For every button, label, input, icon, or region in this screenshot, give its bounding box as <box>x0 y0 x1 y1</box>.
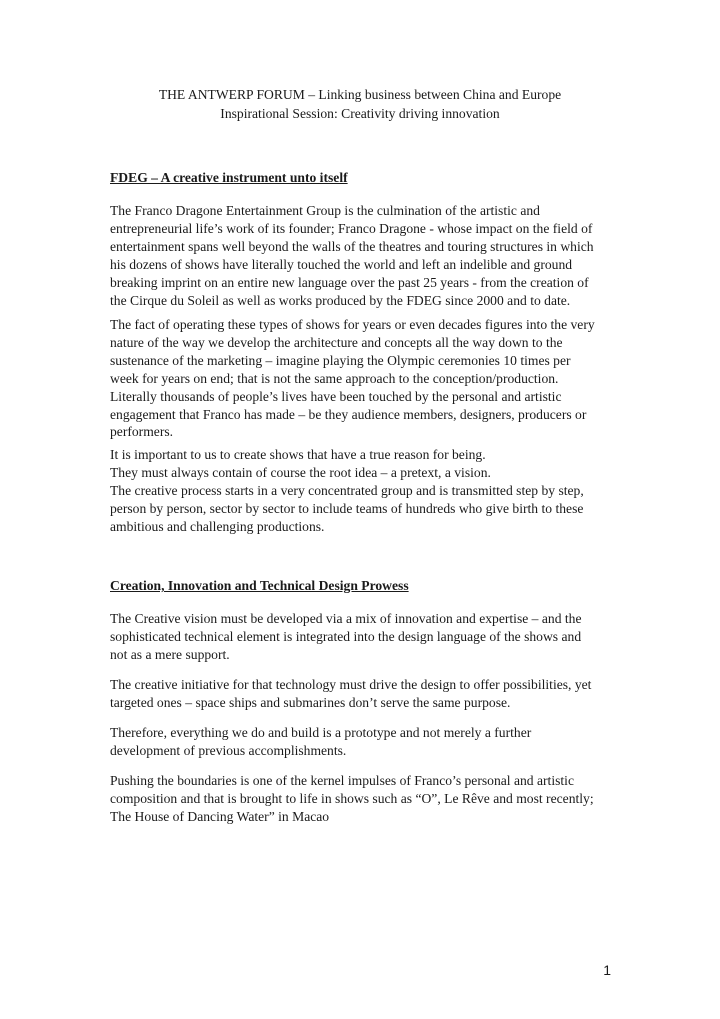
header-line-1: THE ANTWERP FORUM – Linking business between China and Europe <box>158 87 562 102</box>
text-line: The creative initiative for that technology must drive the design to offer possibilities, yet <box>110 677 592 692</box>
text-line: Literally thousands of people’s lives have been touched by the personal and artistic <box>110 388 562 404</box>
text-line: performers. <box>110 424 174 440</box>
text-line: entrepreneurial life’s work of its founder; Franco Dragone - whose impact on the field of <box>110 220 593 236</box>
header-line-2: Inspirational Session: Creativity driving innovation <box>220 105 500 121</box>
text-line: person by person, sector by sector to include teams of hundreds who give birth to these <box>110 500 584 516</box>
text-line: composition and that is brought to life in shows such as “O”, Le Rêve and most recently; <box>110 790 594 806</box>
text-line: nature of the way we develop the architecture and concepts all the way down to the <box>110 334 563 350</box>
document-header <box>0 86 720 123</box>
text-line: They must always contain of course the root idea – a pretext, a vision. <box>110 464 491 480</box>
section-heading-fdeg: FDEG – A creative instrument unto itself <box>110 170 348 185</box>
text-line: sophisticated technical element is integrated into the design language of the shows and <box>110 628 582 644</box>
text-line: his dozens of shows have literally touched the world and left an indelible and ground <box>110 256 573 272</box>
paragraph <box>110 446 620 536</box>
paragraph <box>110 724 620 760</box>
paragraph <box>110 202 620 309</box>
text-line: The Creative vision must be developed via a mix of innovation and expertise – and the <box>110 611 582 626</box>
text-line: sustenance of the marketing – imagine playing the Olympic ceremonies 10 times per <box>110 352 571 368</box>
text-line: The creative process starts in a very concentrated group and is transmitted step by step, <box>110 482 584 498</box>
text-line: development of previous accomplishments. <box>110 742 347 758</box>
text-line: It is important to us to create shows that have a true reason for being. <box>110 447 486 462</box>
text-line: The fact of operating these types of shows for years or even decades figures into the very <box>110 317 595 332</box>
paragraph <box>110 676 620 712</box>
paragraph <box>110 772 620 826</box>
text-line: breaking imprint on an entire new language over the past 25 years - from the creation of <box>110 274 589 290</box>
text-line: Pushing the boundaries is one of the kernel impulses of Franco’s personal and artistic <box>110 773 574 788</box>
paragraph <box>110 610 620 664</box>
text-line: entertainment spans well beyond the walls of the theatres and touring structures in which <box>110 238 594 254</box>
text-line: The House of Dancing Water” in Macao <box>110 808 330 824</box>
text-line: week for years on end; that is not the same approach to the conception/production. <box>110 370 559 386</box>
text-line: Therefore, everything we do and build is a prototype and not merely a further <box>110 725 532 740</box>
text-line: The Franco Dragone Entertainment Group is the culmination of the artistic and <box>110 203 540 218</box>
text-line: ambitious and challenging productions. <box>110 518 325 534</box>
text-line: targeted ones – space ships and submarines don’t serve the same purpose. <box>110 694 511 710</box>
text-line: the Cirque du Soleil as well as works produced by the FDEG since 2000 and to date. <box>110 292 571 308</box>
paragraph <box>110 316 620 441</box>
section-heading-creation: Creation, Innovation and Technical Design Prowess <box>110 578 409 593</box>
text-line: engagement that Franco has made – be they audience members, designers, producers or <box>110 406 587 422</box>
text-line: not as a mere support. <box>110 646 230 662</box>
page-number: 1 <box>603 962 611 978</box>
